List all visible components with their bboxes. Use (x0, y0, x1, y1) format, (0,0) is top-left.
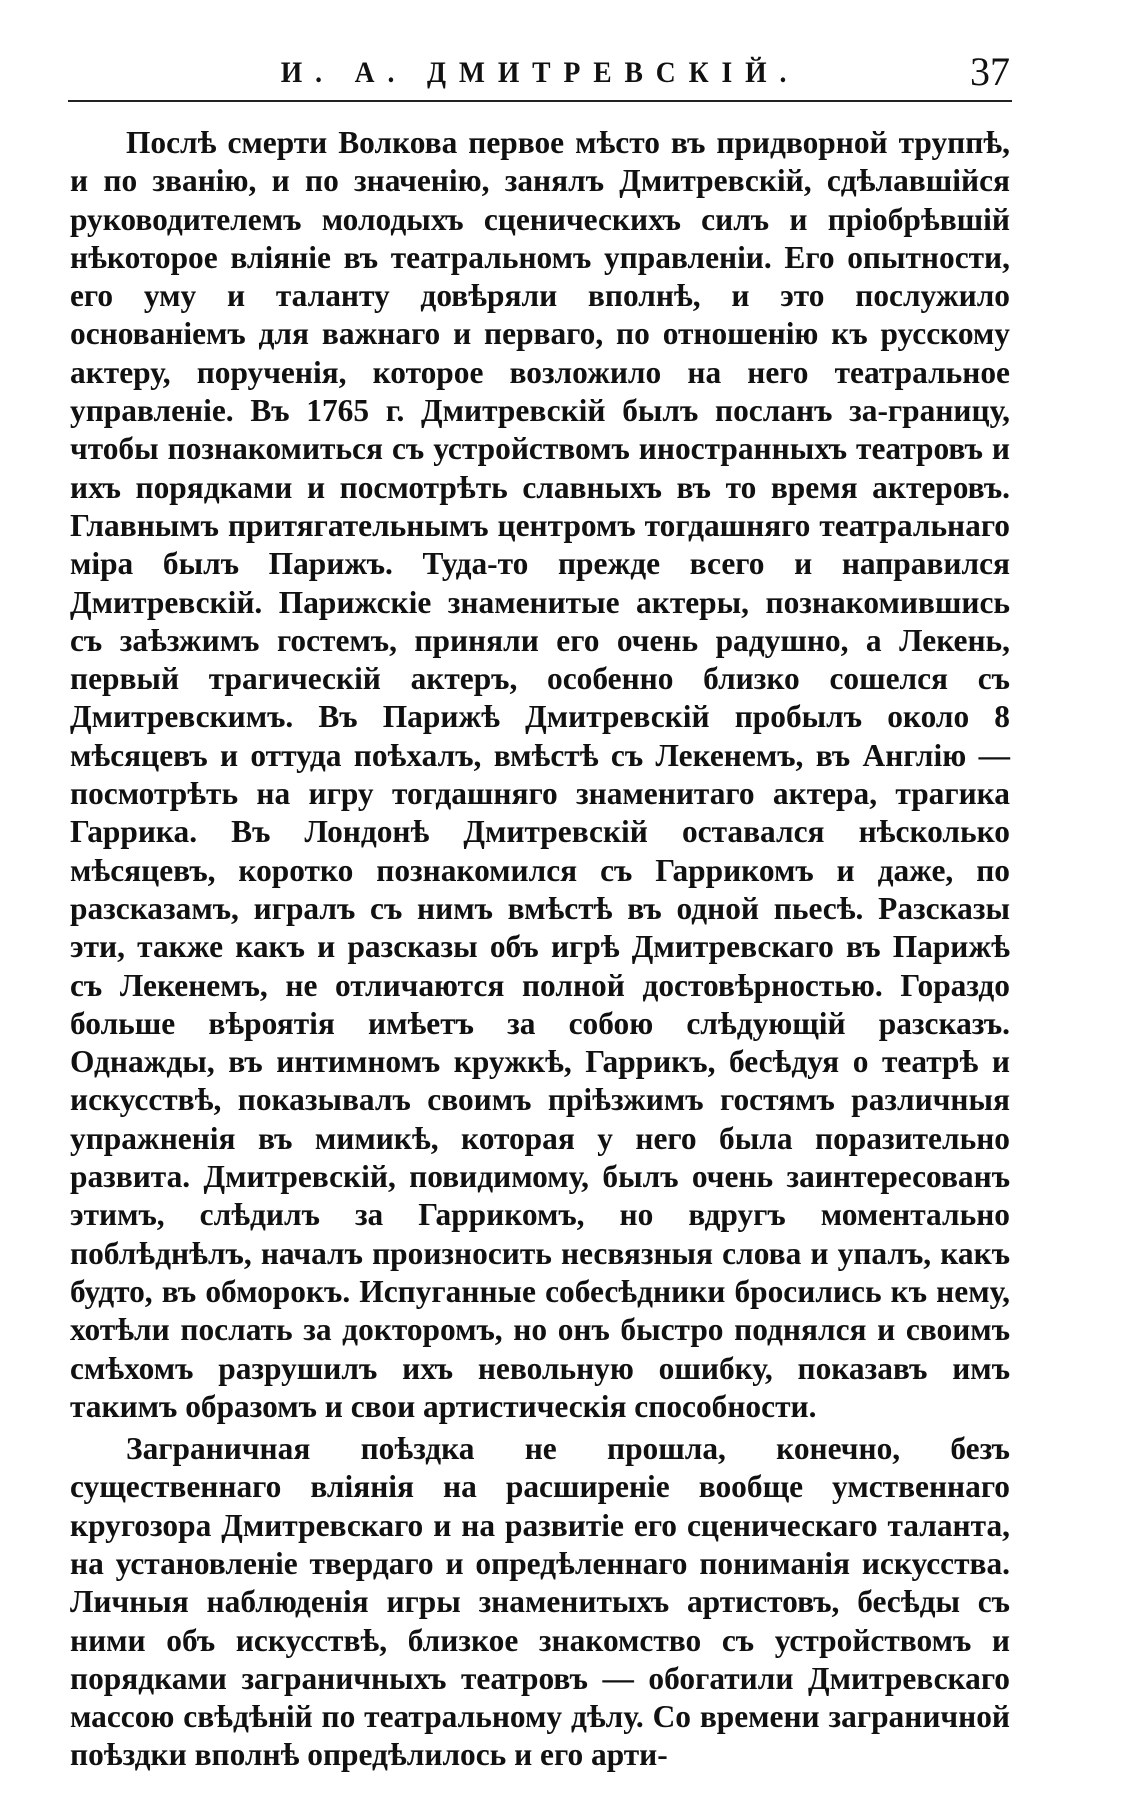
paragraph: Заграничная поѣздка не прошла, конечно, безъ существеннаго вліянія на расширеніе вообще умственнаго кругозора Дмитревскаго и на развитіе его сценическаго таланта, на установленіе твердаго и опредѣленнаго пониманія искусства. Личныя наблюденія игры знаменитыхъ артистовъ, бесѣды съ ними объ искусствѣ, близкое знакомство съ устройствомъ и порядками заграничныхъ театровъ — обогатили Дмитревскаго массою свѣдѣній по театральному дѣлу. Со времени заграничной поѣздки вполнѣ опредѣлилось и его арти- (70, 1431, 1010, 1773)
body-text (70, 124, 1010, 1775)
running-head (70, 46, 1010, 96)
page-number: 37 (970, 49, 1010, 94)
running-title: И. А. ДМИТРЕВСКІЙ. (280, 56, 800, 89)
header-rule (68, 100, 1012, 102)
paragraph: Послѣ смерти Волкова первое мѣсто въ придворной труппѣ, и по званію, и по значенію, занялъ Дмитревскій, сдѣлавшійся руководителемъ молодыхъ сценическихъ силъ и пріобрѣвшій нѣкоторое вліяніе въ театральномъ управленіи. Его опытности, его уму и таланту довѣряли вполнѣ, и это послужило основаніемъ для важнаго и перваго, по отношенію къ русскому актеру, порученія, которое возложило на него театральное управленіе. Въ 1765 г. Дмитревскій былъ посланъ за-границу, чтобы познакомиться съ устройствомъ иностранныхъ театровъ и ихъ порядками и посмотрѣть славныхъ въ то время актеровъ. Главнымъ притягательнымъ центромъ тогдашняго театральнаго міра былъ Парижъ. Туда-то прежде всего и направился Дмитревскій. Парижскіе знаменитые актеры, познакомившись съ заѣзжимъ гостемъ, приняли его очень радушно, а Лекень, первый трагическій актеръ, особенно близко сошелся съ Дмитревскимъ. Въ Парижѣ Дмитревскій пробылъ около 8 мѣсяцевъ и оттуда поѣхалъ, вмѣстѣ съ Лекенемъ, въ Англію — посмотрѣть на игру тогдашняго знаменитаго актера, трагика Гаррика. Въ Лондонѣ Дмитревскій оставался нѣсколько мѣсяцевъ, коротко познакомился съ Гаррикомъ и даже, по разсказамъ, игралъ съ нимъ вмѣстѣ въ одной пьесѣ. Разсказы эти, также какъ и разсказы объ игрѣ Дмитревскаго въ Парижѣ съ Лекенемъ, не отличаются полной достовѣрностью. Гораздо больше вѣроятія имѣетъ за собою слѣдующій разсказъ. Однажды, въ интимномъ кружкѣ, Гаррикъ, бесѣдуя о театрѣ и искусствѣ, показывалъ своимъ пріѣзжимъ гостямъ различныя упражненія въ мимикѣ, которая у него была поразительно развита. Дмитревскій, повидимому, былъ очень заинтересованъ этимъ, слѣдилъ за Гаррикомъ, но вдругъ моментально поблѣднѣлъ, началъ произносить несвязныя слова и упалъ, какъ будто, въ обморокъ. Испуганные собесѣдники бросились къ нему, хотѣли послать за докторомъ, но онъ быстро поднялся и своимъ смѣхомъ разрушилъ ихъ невольную ошибку, показавъ имъ такимъ образомъ и свои артистическія способности. (70, 125, 1010, 1424)
